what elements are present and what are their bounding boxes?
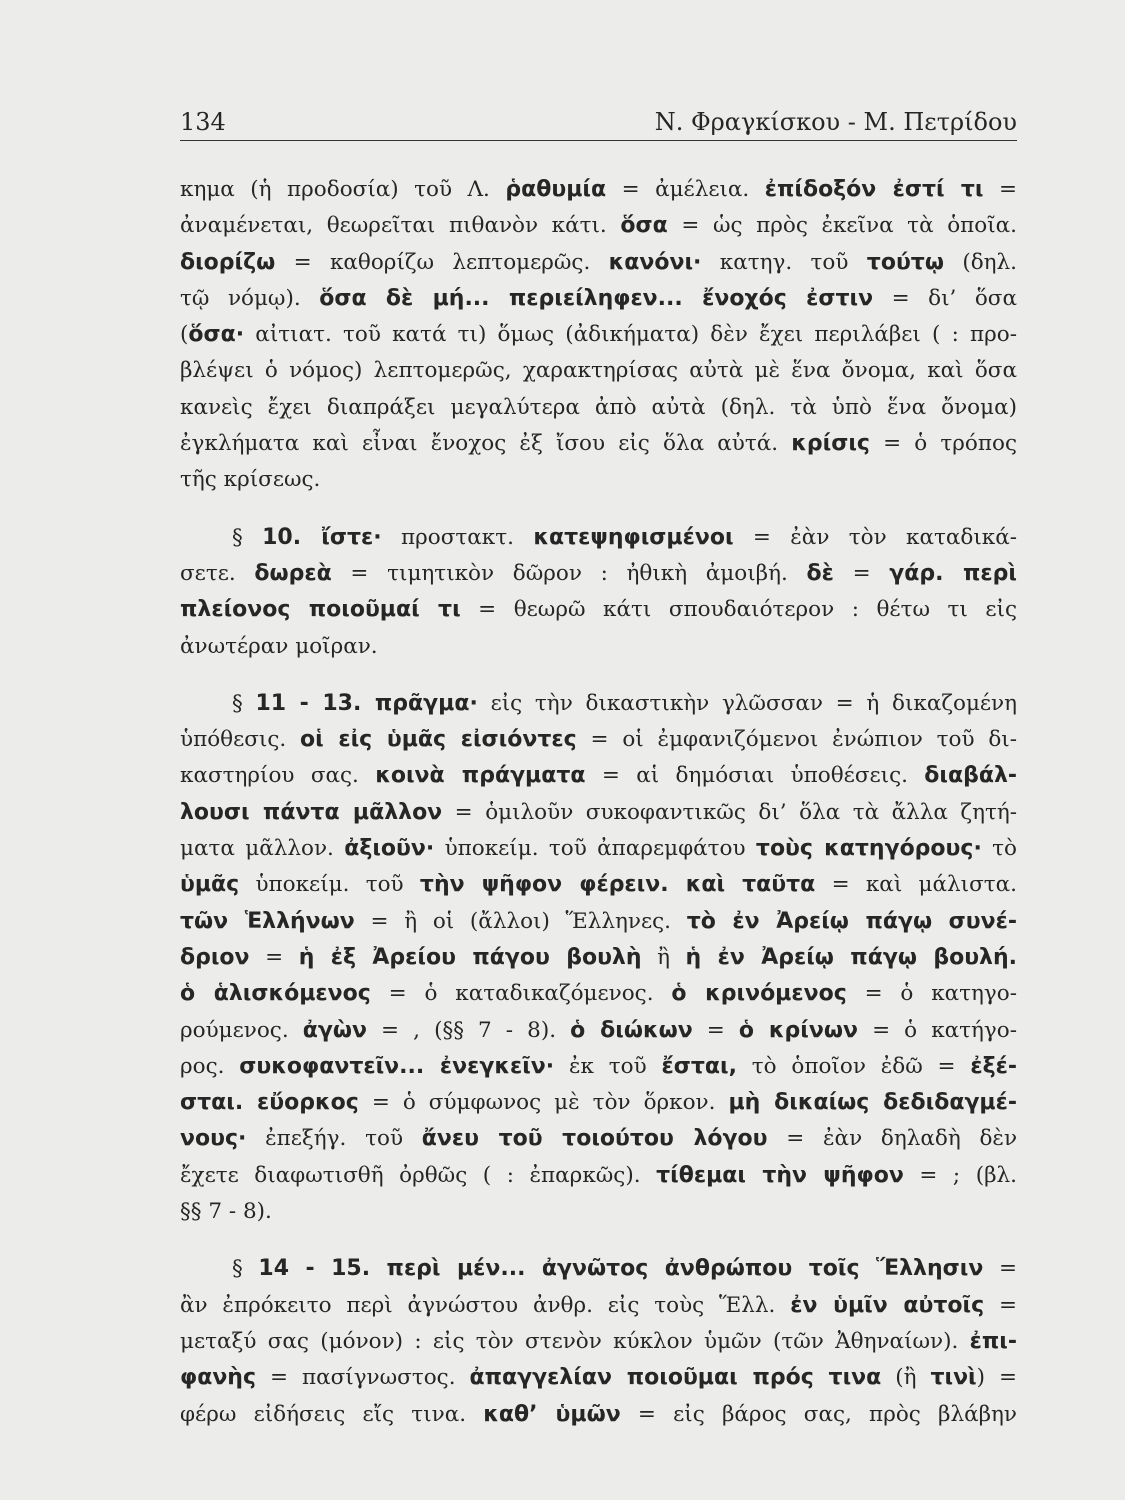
text-line <box>180 629 1017 665</box>
gloss-text: τῷ νόμῳ). <box>180 285 320 311</box>
text-line <box>180 867 1017 903</box>
gloss-text: ( <box>180 322 189 348</box>
lemma-term: νους· <box>180 1126 247 1152</box>
gloss-text: προστακτ. <box>381 524 534 550</box>
gloss-text: ἢ <box>641 944 686 970</box>
text-line <box>180 976 1017 1012</box>
lemma-term: πλείονος ποιοῦμαί τι <box>180 597 461 623</box>
gloss-text: = αἱ δημόσιαι ὑποθέσεις. <box>585 763 925 789</box>
lemma-term: ἐπίδοξόν ἐστί τι <box>764 177 984 202</box>
lemma-term: καθ’ ὑμῶν <box>483 1401 621 1427</box>
gloss-text: ἀναμένεται, θεωρεῖται πιθανὸν κάτι. <box>180 213 621 239</box>
paragraph <box>180 520 1017 665</box>
text-line <box>180 556 1017 592</box>
lemma-term: ὁ κρινόμενος <box>671 981 847 1007</box>
glossary-text <box>180 172 1017 1433</box>
gloss-text: τὸ ὁποῖον ἐδῶ = <box>736 1053 971 1079</box>
gloss-text: ἐκ τοῦ <box>554 1053 662 1079</box>
lemma-term: ἐν ὑμῖν αὐτοῖς <box>790 1292 985 1318</box>
lemma-term: ἔσται, <box>661 1053 737 1079</box>
gloss-text: (δηλ. <box>943 249 1017 275</box>
lemma-term: οἱ εἰς ὑμᾶς εἰσιόντες <box>300 727 577 753</box>
gloss-text: = πασίγνωστος. <box>256 1365 470 1391</box>
gloss-text: (ἢ <box>881 1365 931 1391</box>
lemma-term: ἐπι- <box>969 1328 1017 1354</box>
lemma-term: διαβάλ- <box>924 763 1017 789</box>
gloss-text: ἔχετε διαφωτισθῆ ὀρθῶς ( : ἐπαρκῶς). <box>180 1162 657 1188</box>
paragraph-gap <box>180 499 1017 520</box>
paragraph <box>180 172 1017 499</box>
gloss-text: = ; (βλ. <box>903 1162 1017 1188</box>
lemma-term: τούτῳ <box>866 249 944 275</box>
gloss-text: = <box>833 560 890 586</box>
lemma-term: γάρ. περὶ <box>889 560 1017 586</box>
lemma-term: κατεψηφισμένοι <box>533 524 734 550</box>
gloss-text: σετε. <box>180 560 255 586</box>
gloss-text: = , (§§ 7 - 8). <box>366 1017 571 1043</box>
gloss-text: = ὁ καταδικαζόμενος. <box>370 981 672 1007</box>
gloss-text: μεταξύ σας (μόνον) : εἰς τὸν στενὸν κύκλον ὑμῶν (τῶν Ἀθηναίων). <box>180 1328 970 1354</box>
page-number: 134 <box>180 108 226 136</box>
text-line <box>180 686 1017 722</box>
lemma-term: ὅσα· <box>188 322 245 348</box>
gloss-text: ἂν ἐπρόκειτο περὶ ἀγνώστου ἀνθρ. εἰς τοὺς Ἕλλ. <box>180 1292 791 1318</box>
gloss-text: = ὁ σύμφωνος μὲ τὸν ὅρκον. <box>358 1090 729 1116</box>
paragraph-gap <box>180 1230 1017 1251</box>
lemma-term: 10. ἴστε· <box>262 524 382 550</box>
lemma-term: ἄνευ τοῦ τοιούτου λόγου <box>421 1126 768 1152</box>
text-line <box>180 208 1017 244</box>
lemma-term: κοινὰ πράγματα <box>375 763 586 789</box>
text-line <box>180 758 1017 794</box>
gloss-text: ρος. <box>180 1053 240 1079</box>
gloss-text: φέρω εἰδήσεις εἴς τινα. <box>180 1401 484 1427</box>
gloss-text: = ἀμέλεια. <box>606 177 765 202</box>
text-line <box>180 1194 1017 1230</box>
lemma-term: τὴν ψῆφον φέρειν. καὶ ταῦτα <box>419 872 816 898</box>
text-line <box>180 172 1017 208</box>
text-line <box>180 1288 1017 1324</box>
paragraph <box>180 1251 1017 1432</box>
gloss-text: = ἢ οἱ (ἄλλοι) Ἕλληνες. <box>354 908 687 934</box>
text-line <box>180 1360 1017 1396</box>
lemma-term: τινὶ <box>930 1365 977 1391</box>
gloss-text: τὸ <box>981 836 1017 862</box>
gloss-text: βλέψει ὁ νόμος) λεπτομερῶς, χαρακτηρίσας αὐτὰ μὲ ἕνα ὄνομα, καὶ ὅσα <box>180 358 1017 384</box>
lemma-term: δὲ <box>806 560 834 586</box>
lemma-term: κρίσις <box>791 431 870 457</box>
gloss-text: καστηρίου σας. <box>180 763 376 789</box>
text-line <box>180 1251 1017 1287</box>
lemma-term: ῥαθυμία <box>505 177 607 202</box>
lemma-term: 11 - 13. πρᾶγμα· <box>255 690 478 716</box>
lemma-term: ἡ ἐξ Ἀρείου πάγου βουλὴ <box>298 944 642 970</box>
lemma-term: τίθεμαι τὴν ψῆφον <box>656 1162 904 1188</box>
gloss-text: ὑποκείμ. τοῦ ἀπαρεμφάτου <box>434 836 756 862</box>
text-line <box>180 722 1017 758</box>
text-line <box>180 353 1017 389</box>
gloss-text: εἰς τὴν δικαστικὴν γλῶσσαν = ἡ δικαζομένη <box>477 690 1017 716</box>
lemma-term: ἀξιοῦν· <box>344 836 435 862</box>
gloss-text: § <box>232 1256 259 1282</box>
gloss-text: κημα (ἡ προδοσία) τοῦ Λ. <box>180 177 506 202</box>
gloss-text: τῆς κρίσεως. <box>180 467 321 493</box>
lemma-term: ἐξέ- <box>970 1053 1017 1079</box>
gloss-text: ἐγκλήματα καὶ εἶναι ἔνοχος ἐξ ἴσου εἰς ὅλα αὐτά. <box>180 431 792 457</box>
text-line <box>180 592 1017 628</box>
gloss-text: κανεὶς ἔχει διαπράξει μεγαλύτερα ἀπὸ αὐτὰ (δηλ. τὰ ὑπὸ ἕνα ὄνομα) <box>180 394 1017 420</box>
text-line <box>180 520 1017 556</box>
text-line <box>180 281 1017 317</box>
gloss-text: = <box>984 1292 1017 1318</box>
lemma-term: ὅσα δὲ μή... περιείληφεν... ἔνοχός ἐστιν <box>319 285 874 311</box>
gloss-text: ὑποκείμ. τοῦ <box>239 872 420 898</box>
gloss-text: § <box>232 524 263 550</box>
text-line <box>180 317 1017 353</box>
gloss-text: = τιμητικὸν δῶρον : ἠθικὴ ἀμοιβή. <box>331 560 807 586</box>
lemma-term: 14 - 15. περὶ μέν... ἀγνῶτος ἀνθρώπου τοῖς Ἕλλησιν <box>258 1256 984 1282</box>
text-line <box>180 390 1017 426</box>
gloss-text: ματα μᾶλλον. <box>180 836 345 862</box>
text-line <box>180 1013 1017 1049</box>
lemma-term: συκοφαντεῖν... ἐνεγκεῖν· <box>239 1053 555 1079</box>
gloss-text: = ὁ κατήγο- <box>857 1017 1017 1043</box>
text-line <box>180 1158 1017 1194</box>
gloss-text: = δι’ ὅσα <box>873 285 1017 311</box>
lemma-term: διορίζω <box>180 249 276 275</box>
gloss-text: § <box>232 690 256 716</box>
gloss-text: = <box>983 1256 1017 1282</box>
text-line <box>180 426 1017 462</box>
lemma-term: ὁ ἁλισκόμενος <box>180 981 371 1007</box>
gloss-text: ) = <box>976 1365 1017 1391</box>
gloss-text: = <box>692 1017 739 1043</box>
text-line <box>180 1121 1017 1157</box>
gloss-text: = καθορίζω λεπτομερῶς. <box>275 249 609 275</box>
paragraph-gap <box>180 665 1017 686</box>
lemma-term: ὁ διώκων <box>570 1017 693 1043</box>
lemma-term: μὴ δικαίως δεδιδαγμέ- <box>728 1090 1017 1116</box>
gloss-text: ἐπεξήγ. τοῦ <box>246 1126 422 1152</box>
lemma-term: ὅσα <box>620 213 668 239</box>
gloss-text: = ἐὰν τὸν καταδικά- <box>733 524 1017 550</box>
text-line <box>180 1049 1017 1085</box>
gloss-text: = θεωρῶ κάτι σπουδαιότερον : θέτω τι εἰς <box>460 597 1017 623</box>
text-line <box>180 795 1017 831</box>
text-line <box>180 904 1017 940</box>
lemma-term: ὑμᾶς <box>180 872 240 898</box>
paragraph <box>180 686 1017 1230</box>
text-line <box>180 940 1017 976</box>
gloss-text: ρούμενος. <box>180 1017 303 1043</box>
running-head: Ν. Φραγκίσκου - Μ. Πετρίδου <box>654 108 1017 136</box>
page-header <box>180 100 1017 141</box>
gloss-text: = <box>983 177 1017 202</box>
lemma-term: λουσι πάντα μᾶλλον <box>180 799 443 825</box>
text-line <box>180 1085 1017 1121</box>
gloss-text: ἀνωτέραν μοῖραν. <box>180 633 378 659</box>
lemma-term: τὸ ἐν Ἀρείῳ πάγῳ συνέ- <box>686 908 1017 934</box>
text-line <box>180 1324 1017 1360</box>
gloss-text: = εἰς βάρος σας, πρὸς βλάβην <box>620 1401 1017 1427</box>
text-line <box>180 831 1017 867</box>
gloss-text: = ὁ κατηγο- <box>846 981 1017 1007</box>
lemma-term: ὁ κρίνων <box>738 1017 858 1043</box>
gloss-text: = οἱ ἐμφανιζόμενοι ἐνώπιον τοῦ δι- <box>576 727 1017 753</box>
lemma-term: κανόνι· <box>608 249 702 275</box>
gloss-text: = ἐὰν δηλαδὴ δὲν <box>767 1126 1017 1152</box>
gloss-text: = <box>249 944 299 970</box>
gloss-text: §§ 7 - 8). <box>180 1199 272 1225</box>
gloss-text: = ὡς πρὸς ἐκεῖνα τὰ ὁποῖα. <box>667 213 1017 239</box>
lemma-term: δωρεὰ <box>254 560 332 586</box>
lemma-term: δριον <box>180 944 250 970</box>
text-line <box>180 462 1017 498</box>
gloss-text: ὑπόθεσις. <box>180 727 301 753</box>
lemma-term: φανὴς <box>180 1365 257 1391</box>
gloss-text: = ὁ τρόπος <box>869 431 1017 457</box>
lemma-term: ἡ ἐν Ἀρείῳ πάγῳ βουλή. <box>685 944 1017 970</box>
gloss-text: = καὶ μάλιστα. <box>815 872 1017 898</box>
gloss-text: κατηγ. τοῦ <box>701 249 867 275</box>
gloss-text: = ὁμιλοῦν συκοφαντικῶς δι’ ὅλα τὰ ἄλλα ζητή- <box>442 799 1017 825</box>
lemma-term: ἀπαγγελίαν ποιοῦμαι πρός τινα <box>469 1365 882 1391</box>
lemma-term: ἀγὼν <box>302 1017 367 1043</box>
text-line <box>180 245 1017 281</box>
lemma-term: σται. εὔορκος <box>180 1090 359 1116</box>
text-line <box>180 1397 1017 1433</box>
gloss-text: αἰτιατ. τοῦ κατά τι) ὅμως (ἀδικήματα) δὲν ἔχει περιλάβει ( : προ- <box>244 322 1017 348</box>
lemma-term: τοὺς κατηγόρους· <box>755 836 982 862</box>
lemma-term: τῶν Ἑλλήνων <box>180 908 355 934</box>
